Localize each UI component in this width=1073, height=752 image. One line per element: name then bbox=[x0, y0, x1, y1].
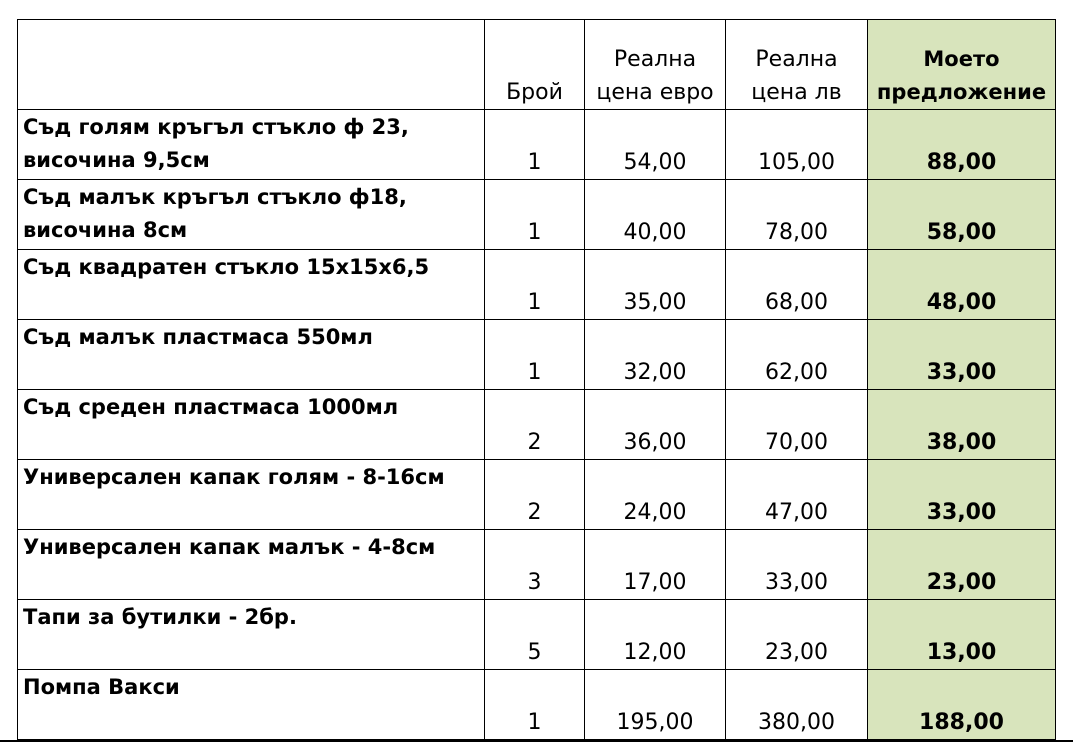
header-eur-line2: цена евро bbox=[596, 80, 714, 105]
item-qty: 1 bbox=[485, 670, 585, 740]
item-price-bgn: 47,00 bbox=[726, 460, 868, 530]
item-offer: 33,00 bbox=[868, 460, 1056, 530]
table-row bbox=[18, 670, 1056, 740]
item-offer: 188,00 bbox=[868, 670, 1056, 740]
item-price-bgn: 23,00 bbox=[726, 600, 868, 670]
table-row bbox=[18, 250, 1056, 320]
header-offer bbox=[868, 20, 1056, 110]
item-price-eur: 195,00 bbox=[585, 670, 726, 740]
item-name-line2: височина 9,5см bbox=[23, 148, 210, 172]
item-price-eur: 12,00 bbox=[585, 600, 726, 670]
item-offer: 88,00 bbox=[868, 110, 1056, 180]
item-name-line1: Съд среден пластмаса 1000мл bbox=[23, 395, 399, 419]
item-qty: 1 bbox=[485, 320, 585, 390]
table-row bbox=[18, 180, 1056, 250]
table-row bbox=[18, 530, 1056, 600]
item-name-cell bbox=[18, 180, 485, 250]
item-offer: 48,00 bbox=[868, 250, 1056, 320]
item-name-line1: Универсален капак малък - 4-8см bbox=[23, 535, 436, 559]
header-offer-line1: Моето bbox=[923, 47, 1000, 71]
item-offer: 58,00 bbox=[868, 180, 1056, 250]
item-name-line2: височина 8см bbox=[23, 218, 188, 242]
item-offer: 38,00 bbox=[868, 390, 1056, 460]
item-name-cell bbox=[18, 600, 485, 670]
item-name-line1: Съд малък кръгъл стъкло ф18, bbox=[23, 185, 407, 209]
item-price-bgn: 33,00 bbox=[726, 530, 868, 600]
item-name-cell bbox=[18, 250, 485, 320]
item-offer: 23,00 bbox=[868, 530, 1056, 600]
table-row bbox=[18, 390, 1056, 460]
item-name-cell bbox=[18, 110, 485, 180]
header-offer-line2: предложение bbox=[876, 80, 1047, 104]
item-price-bgn: 380,00 bbox=[726, 670, 868, 740]
header-bgn-line1: Реална bbox=[755, 47, 838, 72]
item-price-bgn: 105,00 bbox=[726, 110, 868, 180]
table-row bbox=[18, 600, 1056, 670]
header-qty bbox=[485, 20, 585, 110]
item-price-eur: 17,00 bbox=[585, 530, 726, 600]
item-qty: 3 bbox=[485, 530, 585, 600]
item-qty: 2 bbox=[485, 390, 585, 460]
header-qty-label: Брой bbox=[506, 80, 563, 105]
item-name-line1: Универсален капак голям - 8-16см bbox=[23, 465, 445, 489]
item-price-eur: 40,00 bbox=[585, 180, 726, 250]
header-row bbox=[18, 20, 1056, 110]
item-qty: 2 bbox=[485, 460, 585, 530]
item-price-eur: 36,00 bbox=[585, 390, 726, 460]
item-price-bgn: 62,00 bbox=[726, 320, 868, 390]
bottom-divider bbox=[0, 740, 1073, 742]
item-price-eur: 35,00 bbox=[585, 250, 726, 320]
price-table-body bbox=[18, 20, 1056, 740]
item-offer: 13,00 bbox=[868, 600, 1056, 670]
item-offer: 33,00 bbox=[868, 320, 1056, 390]
item-price-bgn: 78,00 bbox=[726, 180, 868, 250]
item-name-line1: Съд голям кръгъл стъкло ф 23, bbox=[23, 115, 409, 139]
item-name-line1: Съд малък пластмаса 550мл bbox=[23, 325, 373, 349]
header-bgn-line2: цена лв bbox=[751, 80, 842, 105]
item-name-line1: Тапи за бутилки - 2бр. bbox=[23, 605, 297, 629]
header-eur bbox=[585, 20, 726, 110]
item-name-cell bbox=[18, 460, 485, 530]
item-qty: 1 bbox=[485, 110, 585, 180]
item-price-bgn: 68,00 bbox=[726, 250, 868, 320]
item-price-eur: 24,00 bbox=[585, 460, 726, 530]
item-qty: 1 bbox=[485, 250, 585, 320]
table-row bbox=[18, 110, 1056, 180]
item-name-cell bbox=[18, 670, 485, 740]
table-row bbox=[18, 460, 1056, 530]
item-qty: 1 bbox=[485, 180, 585, 250]
item-price-eur: 32,00 bbox=[585, 320, 726, 390]
item-name-cell bbox=[18, 530, 485, 600]
item-name-cell bbox=[18, 320, 485, 390]
item-price-eur: 54,00 bbox=[585, 110, 726, 180]
item-qty: 5 bbox=[485, 600, 585, 670]
header-name-cell bbox=[18, 20, 485, 110]
item-name-cell bbox=[18, 390, 485, 460]
item-name-line1: Съд квадратен стъкло 15х15х6,5 bbox=[23, 255, 430, 279]
price-table bbox=[17, 19, 1056, 740]
item-price-bgn: 70,00 bbox=[726, 390, 868, 460]
table-row bbox=[18, 320, 1056, 390]
header-bgn bbox=[726, 20, 868, 110]
header-eur-line1: Реална bbox=[613, 47, 697, 72]
item-name-line1: Помпа Вакси bbox=[23, 675, 180, 699]
